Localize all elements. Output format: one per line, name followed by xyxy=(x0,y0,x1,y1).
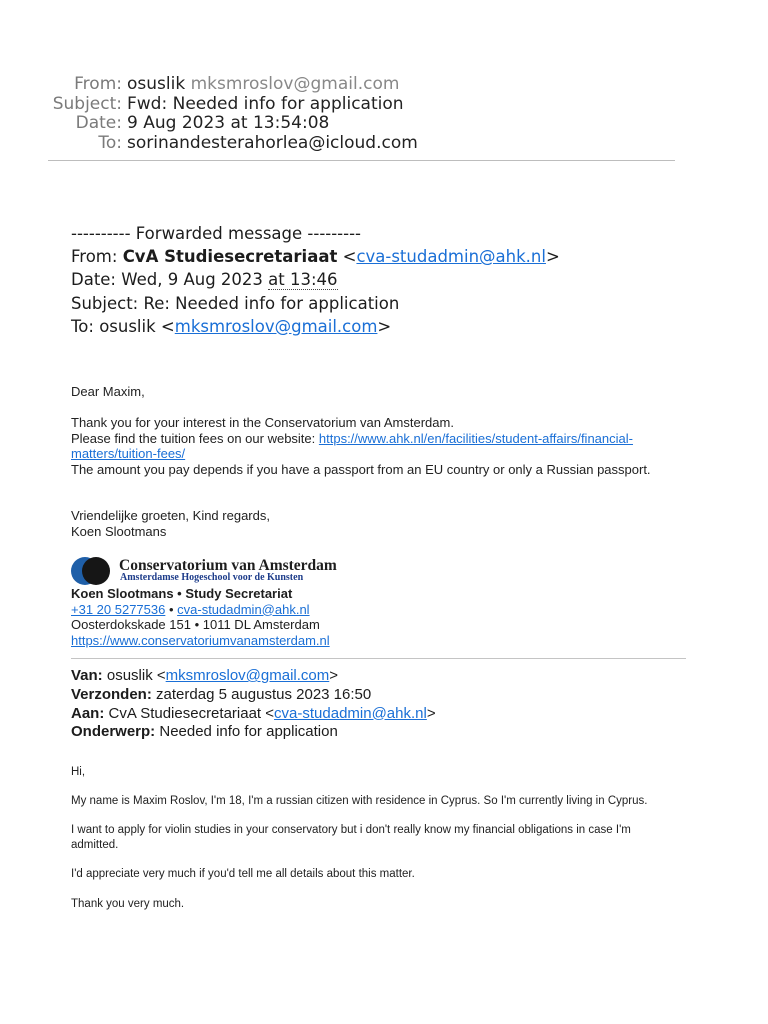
original-verzonden-label: Verzonden: xyxy=(71,685,152,703)
original-onderwerp-label: Onderwerp: xyxy=(71,723,156,741)
reply-line-2-text: Please find the tuition fees on our website: xyxy=(71,430,319,446)
signature-contact xyxy=(71,602,330,618)
header-from-row xyxy=(48,74,676,94)
original-message-header xyxy=(71,667,436,742)
header-subject-label: Subject: xyxy=(52,93,122,114)
original-van-name: osuslik xyxy=(106,667,153,684)
closing-line: Vriendelijke groeten, Kind regards, xyxy=(71,508,270,523)
forwarded-to-row: To: osuslik <mksmroslov@gmail.com> xyxy=(71,316,392,336)
forwarded-to-email-link[interactable]: mksmroslov@gmail.com xyxy=(174,316,378,336)
original-aan-row: Aan: CvA Studiesecretariaat <cva-studadmin@ahk.nl> xyxy=(71,704,436,722)
original-van-row: Van: osuslik <mksmroslov@gmail.com> xyxy=(71,667,339,684)
forwarded-divider: ---------- Forwarded message --------- xyxy=(71,224,361,243)
original-onderwerp: Needed info for application xyxy=(159,723,338,741)
forwarded-date-time: at 13:46 xyxy=(268,270,338,290)
logo-circles-icon xyxy=(71,556,113,586)
email-header xyxy=(48,74,676,152)
forwarded-from-email-link[interactable]: cva-studadmin@ahk.nl xyxy=(356,247,546,267)
original-aan-email-link[interactable]: cva-studadmin@ahk.nl xyxy=(274,704,427,722)
header-divider xyxy=(48,160,675,161)
reply-line-2 xyxy=(71,431,691,447)
header-subject: Fwd: Needed info for application xyxy=(127,93,404,114)
message-paragraph-2-line-2: admitted. xyxy=(71,838,119,851)
message-paragraph-4: Thank you very much. xyxy=(71,898,185,910)
forwarded-header xyxy=(71,222,711,338)
signature-title: Koen Slootmans • Study Secretariat xyxy=(71,586,293,601)
reply-paragraph xyxy=(71,415,691,477)
header-date: 9 Aug 2023 at 13:54:08 xyxy=(127,113,330,133)
reply-line-1: Thank you for your interest in the Conservatorium van Amsterdam. xyxy=(71,415,454,430)
logo-name: Conservatorium van Amsterdam xyxy=(119,557,337,574)
header-date-row xyxy=(48,113,676,133)
original-van-email-link[interactable]: mksmroslov@gmail.com xyxy=(165,667,330,684)
header-from-email[interactable]: mksmroslov@gmail.com xyxy=(190,74,400,94)
original-onderwerp-row xyxy=(71,723,436,742)
forwarded-subject-row xyxy=(71,292,711,315)
forwarded-subject-label: Subject: xyxy=(71,293,139,313)
header-from-name: osuslik xyxy=(127,74,186,94)
header-subject-row xyxy=(48,94,676,114)
original-verzonden-row xyxy=(71,686,436,705)
original-van-label: Van: xyxy=(71,667,103,684)
message-paragraph-1: My name is Maxim Roslov, I'm 18, I'm a russian citizen with residence in Cyprus. So I'm currently living in Cyprus. xyxy=(71,795,648,807)
reply-line-2b xyxy=(71,446,691,462)
signature-website-link[interactable]: https://www.conservatoriumvanamsterdam.nl xyxy=(71,632,330,648)
header-to-row xyxy=(48,133,676,153)
forwarded-to-label: To: xyxy=(71,316,94,336)
message-paragraph-2-line-1: I want to apply for violin studies in your conservatory but i don't really know my financial obligations in case I'm xyxy=(71,824,631,836)
message-paragraph-3: I'd appreciate very much if you'd tell me all details about this matter. xyxy=(71,868,415,880)
original-verzonden: zaterdag 5 augustus 2023 16:50 xyxy=(156,685,372,703)
tuition-fees-link-cont[interactable]: matters/tuition-fees/ xyxy=(71,446,186,461)
forwarded-date: Wed, 9 Aug 2023 xyxy=(121,270,263,290)
header-date-label: Date: xyxy=(75,113,122,133)
reply-line-3: The amount you pay depends if you have a passport from an EU country or only a Russian passport. xyxy=(71,461,651,477)
header-from-label: From: xyxy=(74,74,122,94)
forwarded-to-name: osuslik xyxy=(99,316,156,336)
email-signature xyxy=(71,586,330,648)
tuition-fees-link[interactable]: https://www.ahk.nl/en/facilities/student-affairs/financial- xyxy=(318,430,633,446)
signature-address: Oosterdokskade 151 • 1011 DL Amsterdam xyxy=(71,617,320,633)
forwarded-date-row xyxy=(71,268,711,291)
conservatorium-logo xyxy=(71,555,401,587)
signature-email-link[interactable]: cva-studadmin@ahk.nl xyxy=(177,601,310,617)
message-paragraph-2 xyxy=(71,823,721,852)
forwarded-subject: Re: Needed info for application xyxy=(143,293,400,313)
signature-phone-link[interactable]: +31 20 5277536 xyxy=(71,601,166,617)
forwarded-date-label: Date: xyxy=(71,270,116,290)
quote-divider xyxy=(71,658,686,659)
header-to-label: To: xyxy=(98,132,122,153)
original-aan-label: Aan: xyxy=(71,704,105,722)
signature-separator: • xyxy=(165,601,178,617)
forwarded-from-name: CvA Studiesecretariaat xyxy=(122,247,338,267)
logo-subtitle: Amsterdamse Hogeschool voor de Kunsten xyxy=(120,572,304,583)
forwarded-from-label: From: xyxy=(71,247,118,267)
reply-greeting: Dear Maxim, xyxy=(71,384,145,399)
header-to[interactable]: sorinandesterahorlea@icloud.com xyxy=(127,132,418,153)
signer-name: Koen Slootmans xyxy=(71,523,167,539)
message-greeting: Hi, xyxy=(71,766,86,778)
original-aan-name: CvA Studiesecretariaat xyxy=(108,704,262,722)
reply-closing xyxy=(71,508,691,539)
forwarded-from-row: From: CvA Studiesecretariaat <cva-studadmin@ahk.nl> xyxy=(71,247,560,267)
